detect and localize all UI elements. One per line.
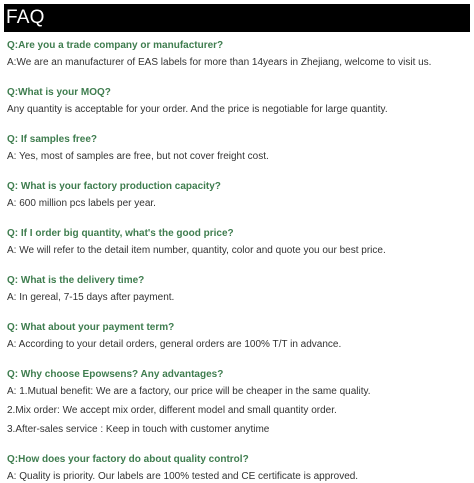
- faq-question: Q: If samples free?: [7, 134, 98, 145]
- faq-answer: A: Yes, most of samples are free, but not cover freight cost.: [7, 151, 269, 162]
- faq-answer-line: 2.Mix order: We accept mix order, different model and small quantity order.: [7, 405, 337, 416]
- faq-header-bar: [4, 4, 470, 32]
- faq-answer-line: 3.After-sales service : Keep in touch with customer anytime: [7, 424, 270, 435]
- faq-question: Q: What is your factory production capacity?: [7, 181, 221, 192]
- faq-item: [7, 228, 467, 257]
- faq-answer: A: In gereal, 7-15 days after payment.: [7, 292, 175, 303]
- faq-item: [7, 87, 467, 116]
- faq-answer: A: We will refer to the detail item number, quantity, color and quote you our best price.: [7, 245, 386, 256]
- faq-answer: A: Quality is priority. Our labels are 100% tested and CE certificate is approved.: [7, 471, 359, 482]
- page-title: FAQ: [6, 7, 45, 28]
- faq-answer: Any quantity is acceptable for your order. And the price is negotiable for large quantity.: [7, 104, 388, 115]
- faq-item: [7, 369, 467, 436]
- faq-answer: A: 1.Mutual benefit: We are a factory, our price will be cheaper in the same quality.: [7, 386, 371, 397]
- faq-item: [7, 275, 467, 304]
- faq-question: Q: Why choose Epowsens? Any advantages?: [7, 369, 224, 380]
- faq-item: [7, 322, 467, 351]
- faq-question: Q:How does your factory do about quality control?: [7, 454, 249, 465]
- faq-answer: A: 600 million pcs labels per year.: [7, 198, 156, 209]
- faq-item: [7, 40, 467, 69]
- faq-item: [7, 454, 467, 483]
- faq-item: [7, 134, 467, 163]
- faq-answer: A: According to your detail orders, general orders are 100% T/T in advance.: [7, 339, 342, 350]
- faq-answer: A:We are an manufacturer of EAS labels for more than 14years in Zhejiang, welcome to visit us.: [7, 57, 432, 68]
- faq-item: [7, 181, 467, 210]
- faq-question: Q: What is the delivery time?: [7, 275, 145, 286]
- faq-question: Q:What is your MOQ?: [7, 87, 111, 98]
- faq-list: [7, 40, 467, 483]
- faq-question: Q:Are you a trade company or manufacturer?: [7, 40, 224, 51]
- faq-question: Q: What about your payment term?: [7, 322, 175, 333]
- faq-question: Q: If I order big quantity, what's the good price?: [7, 228, 234, 239]
